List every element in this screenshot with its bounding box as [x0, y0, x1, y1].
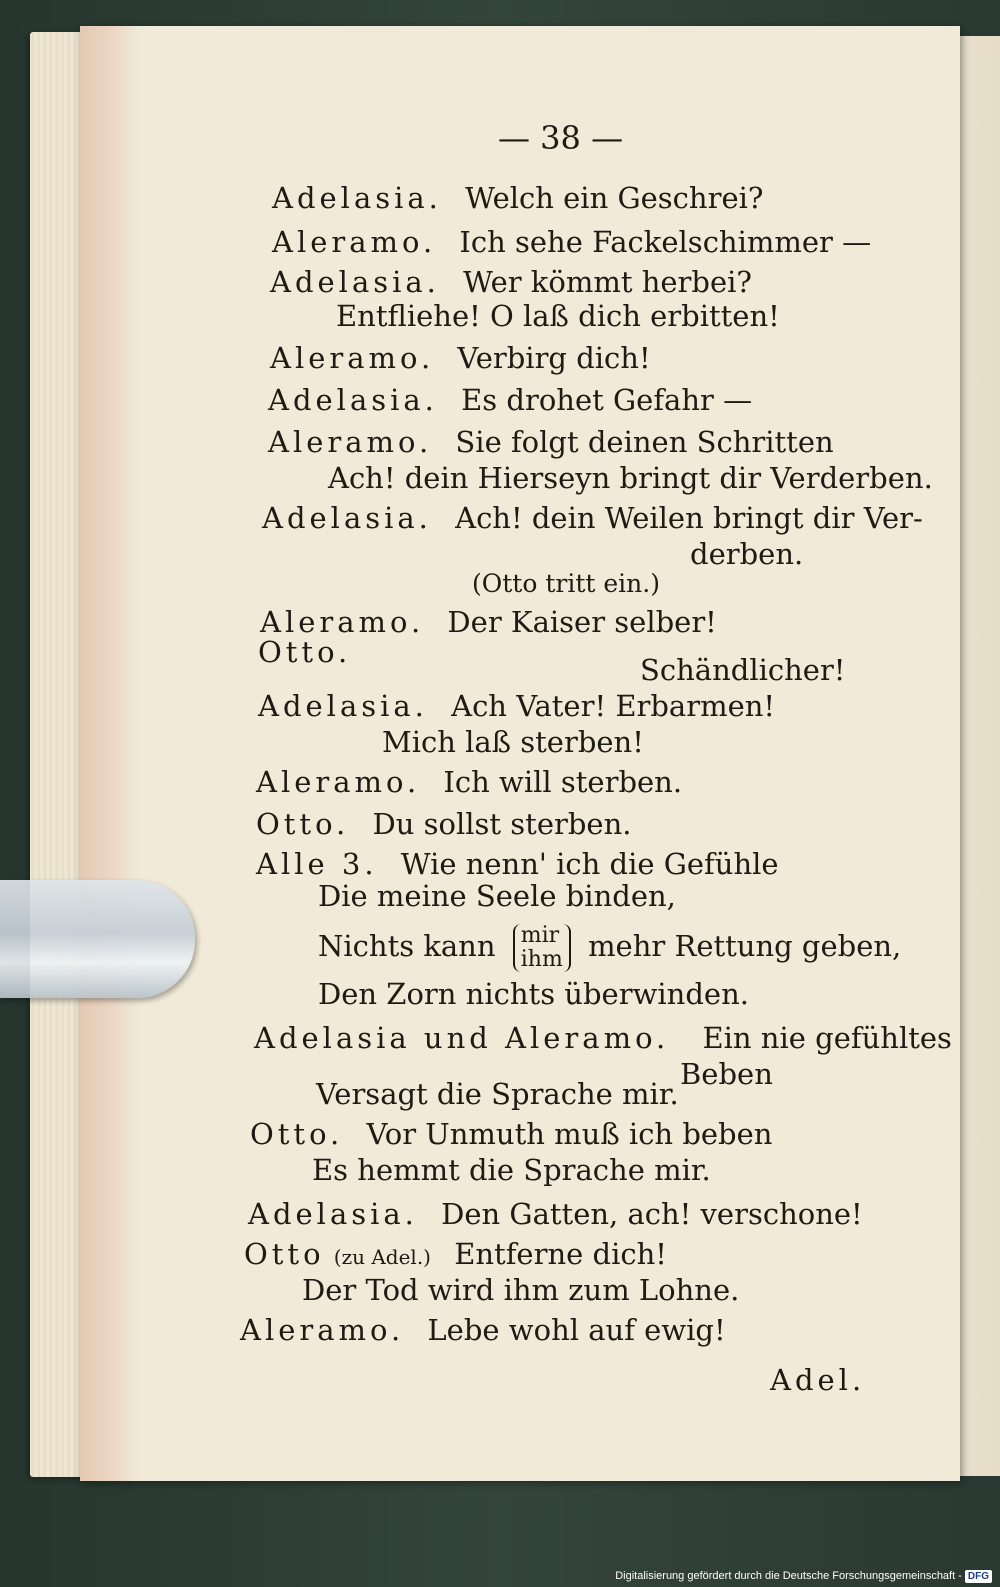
dialogue-line: [328, 460, 933, 496]
credit-text: Digitalisierung gefördert durch die Deutsche Forschungsgemeinschaft -: [615, 1570, 962, 1582]
line-text: Es hemmt die Sprache mir.: [312, 1153, 711, 1187]
dialogue-line: [256, 806, 631, 842]
dialogue-line: [270, 264, 752, 300]
dialogue-line: [254, 1020, 952, 1056]
dialogue-line: [268, 424, 834, 460]
line-text: mehr Rettung geben,: [588, 929, 902, 963]
line-text: Der Kaiser selber!: [447, 605, 717, 639]
line-text: Wer kömmt herbei?: [463, 265, 752, 299]
speaker: Adelasia.: [268, 383, 438, 417]
line-text: Verbirg dich!: [457, 341, 651, 375]
dialogue-line: [336, 298, 780, 334]
dialogue-line: [272, 180, 763, 216]
line-text: Welch ein Geschrei?: [465, 181, 764, 215]
dialogue-line: [268, 382, 752, 418]
speaker: Aleramo.: [270, 341, 435, 375]
line-text: Der Tod wird ihm zum Lohne.: [302, 1273, 740, 1307]
dialogue-line: [382, 724, 644, 760]
line-text: Beben: [680, 1057, 773, 1091]
dialogue-line: [316, 1076, 679, 1112]
dialogue-line: [262, 500, 923, 536]
dialogue-line: [258, 634, 351, 670]
line-text: Nichts kann: [318, 929, 496, 963]
line-text: Sie folgt deinen Schritten: [455, 425, 834, 459]
line-text: Den Gatten, ach! verschone!: [441, 1197, 863, 1231]
dialogue-line: [248, 1196, 863, 1232]
line-text: Lebe wohl auf ewig!: [427, 1313, 726, 1347]
brace-bottom-word: ihm: [520, 947, 563, 972]
line-text: (Otto tritt ein.): [472, 569, 660, 598]
speaker: Adelasia.: [258, 689, 428, 723]
line-text: Mich laß sterben!: [382, 725, 644, 759]
page-number: — 38 —: [498, 119, 624, 157]
dialogue-line: [240, 1312, 726, 1348]
speaker: Adelasia.: [270, 265, 440, 299]
line-text: Ein nie gefühltes: [702, 1021, 952, 1055]
dialogue-line: [312, 1152, 711, 1188]
line-text: Die meine Seele binden,: [318, 879, 676, 913]
speaker: Aleramo.: [272, 225, 437, 259]
line-text: Ach! dein Hierseyn bringt dir Verderben.: [328, 461, 933, 495]
speaker: Aleramo.: [268, 425, 433, 459]
dialogue-line: [250, 1116, 772, 1152]
dialogue-line: [256, 846, 779, 882]
catchword: Adel.: [770, 1363, 866, 1397]
digitization-credit: [615, 1567, 992, 1585]
pronoun-brace: [513, 924, 571, 972]
line-text: Den Zorn nichts überwinden.: [318, 977, 749, 1011]
speaker: Aleramo.: [260, 605, 425, 639]
line-text: Versagt die Sprache mir.: [316, 1077, 679, 1111]
line-text: Ach Vater! Erbarmen!: [451, 689, 776, 723]
line-text: Entfliehe! O laß dich erbitten!: [336, 299, 780, 333]
dialogue-line: [272, 224, 871, 260]
dialogue-line: [302, 1272, 739, 1308]
dialogue-line: [690, 536, 803, 572]
dialogue-line: [256, 764, 682, 800]
dialogue-line: [318, 924, 901, 972]
dialogue-line: [270, 340, 651, 376]
line-text: Es drohet Gefahr —: [461, 383, 753, 417]
line-text: Schändlicher!: [640, 653, 846, 687]
speaker: Otto: [244, 1237, 325, 1271]
line-text: Ich sehe Fackelschimmer —: [459, 225, 872, 259]
line-text: Ich will sterben.: [443, 765, 683, 799]
speaker: Adelasia und Aleramo.: [254, 1021, 670, 1055]
dialogue-line: [318, 976, 749, 1012]
dialogue-line: [318, 878, 676, 914]
speaker: Otto.: [258, 635, 352, 669]
dfg-logo: DFG: [965, 1570, 992, 1583]
speaker: Aleramo.: [240, 1313, 405, 1347]
speaker: Adelasia.: [272, 181, 442, 215]
speaker: Adelasia.: [248, 1197, 418, 1231]
line-text: Entferne dich!: [454, 1237, 667, 1271]
line-text: Ach! dein Weilen bringt dir Ver-: [455, 501, 923, 535]
speaker: Aleramo.: [256, 765, 421, 799]
brace-top-word: mir: [520, 923, 560, 948]
dialogue-line: [640, 652, 845, 688]
speaker: Otto.: [250, 1117, 344, 1151]
speaker: Alle 3.: [256, 847, 378, 881]
line-text: Wie nenn' ich die Gefühle: [400, 847, 779, 881]
speaker: Otto.: [256, 807, 350, 841]
dialogue-line: [244, 1236, 667, 1275]
line-text: Vor Unmuth muß ich beben: [366, 1117, 773, 1151]
line-text: Du sollst sterben.: [372, 807, 632, 841]
speaker: Adelasia.: [262, 501, 432, 535]
line-text: derben.: [690, 537, 804, 571]
dialogue-line: [680, 1056, 773, 1092]
stage-note: (zu Adel.): [333, 1245, 431, 1269]
stage-direction: [472, 566, 660, 602]
dialogue-line: [258, 688, 775, 724]
